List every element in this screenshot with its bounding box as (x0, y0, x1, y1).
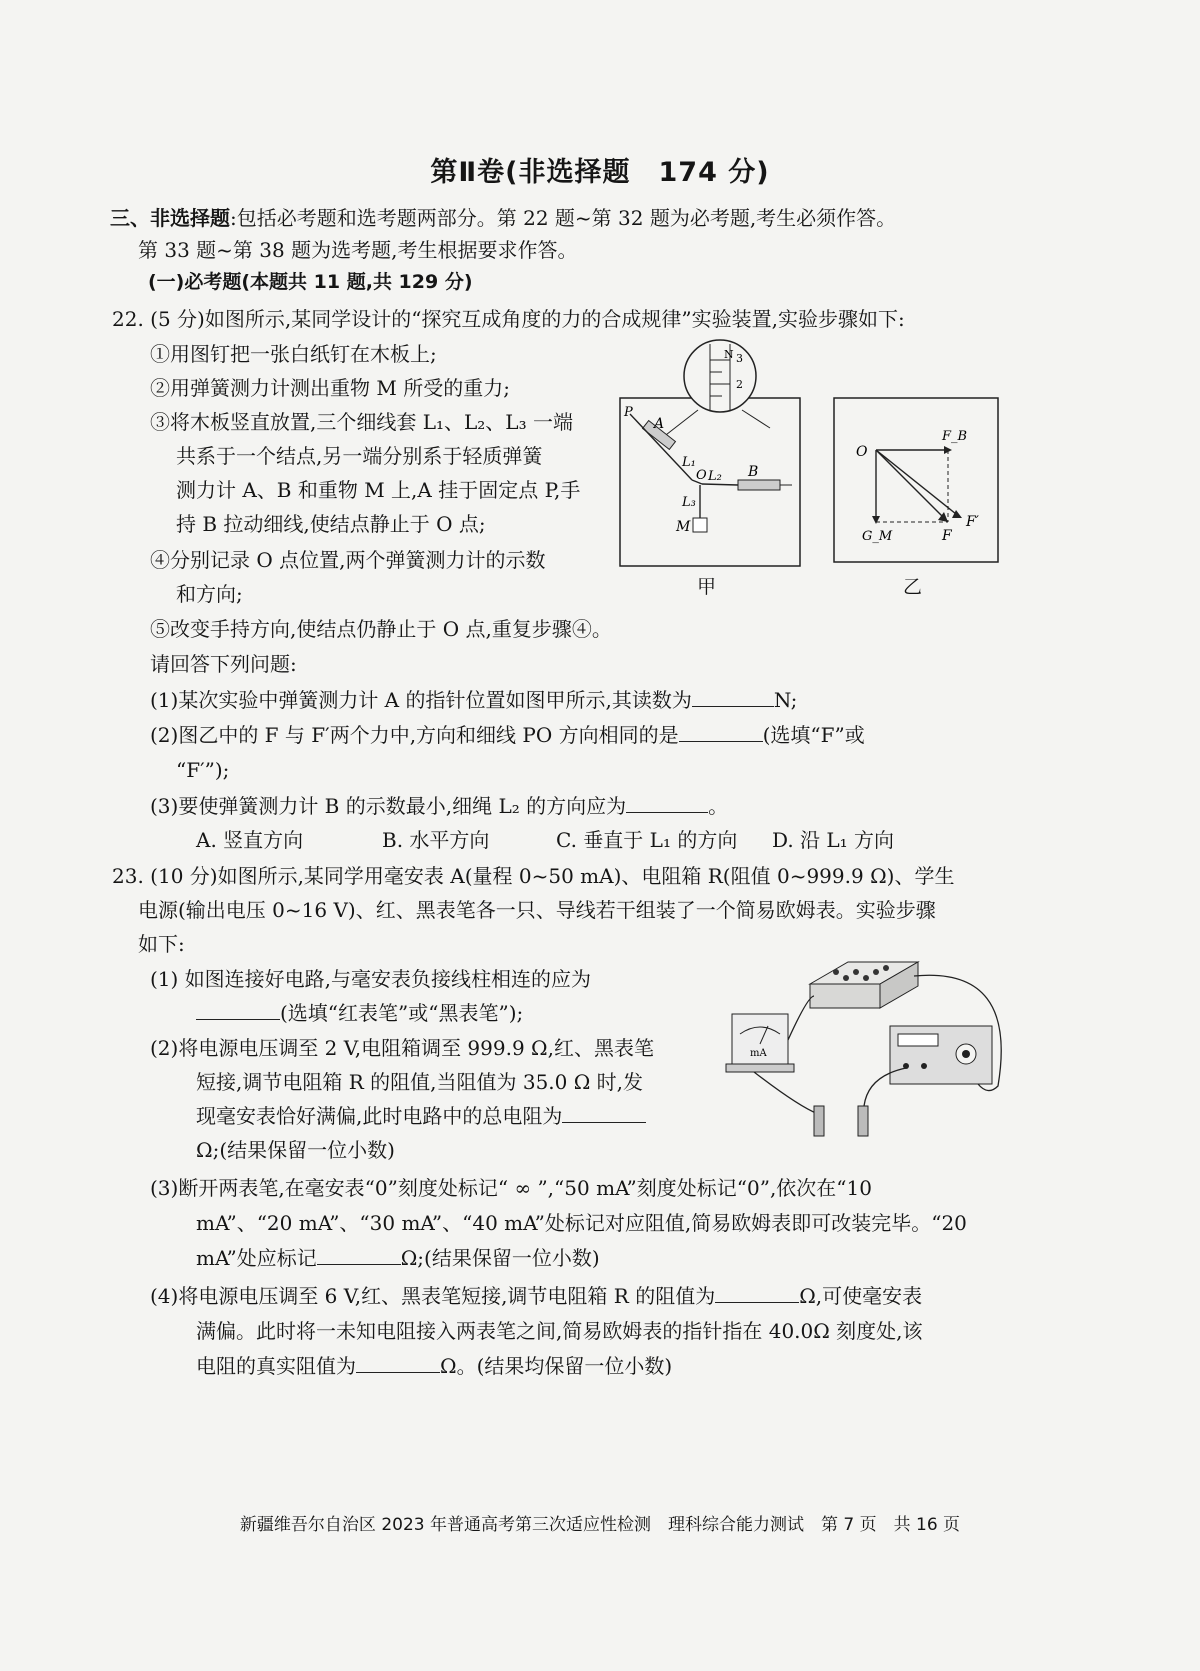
q23-s3d-text: Ω;(结果保留一位小数) (400, 1246, 600, 1270)
q23-s4d (196, 1352, 672, 1380)
q22-sub2-text: (2)图乙中的 F 与 F′两个力中,方向和细线 PO 方向相同的是 (150, 723, 679, 747)
answer-blank[interactable] (317, 1244, 401, 1265)
label-p: P (624, 405, 633, 420)
label-l1: L₁ (682, 455, 696, 470)
label-b: B (748, 464, 759, 480)
q23-s3b: mA”、“20 mA”、“30 mA”、“40 mA”处标记对应阻值,简易欧姆表即可改装完毕。“20 (196, 1211, 967, 1235)
scale-mark-2: 2 (736, 378, 743, 391)
q22-sub2-cont: “F′”); (176, 758, 230, 782)
q22-step5: ⑤改变手持方向,使结点仍静止于 O 点,重复步骤④。 (150, 617, 612, 641)
q23-stem-2: 电源(输出电压 0~16 V)、红、黑表笔各一只、导线若干组装了一个简易欧姆表。实验步骤 (138, 898, 936, 922)
label-fb: F_B (942, 429, 968, 444)
answer-blank[interactable] (626, 792, 708, 813)
q23-s2c-text: 现毫安表恰好满偏,此时电路中的总电阻为 (196, 1104, 563, 1128)
q23-s4b-text: Ω,可使毫安表 (799, 1284, 923, 1308)
label-o: O (696, 468, 707, 483)
q22-step3a: ③将木板竖直放置,三个细线套 L₁、L₂、L₃ 一端 (150, 410, 573, 434)
q23-s2c (196, 1102, 646, 1130)
q23-stem-1: 23. (10 分)如图所示,某同学用毫安表 A(量程 0~50 mA)、电阻箱 R(阻值 0~999.9 Ω)、学生 (112, 864, 955, 888)
answer-blank[interactable] (196, 999, 280, 1020)
answer-blank[interactable] (692, 686, 774, 707)
q22-step2: ②用弹簧测力计测出重物 M 所受的重力; (150, 376, 510, 400)
q22-sub2 (150, 721, 865, 749)
q22-stem: 22. (5 分)如图所示,某同学设计的“探究互成角度的力的合成规律”实验装置,实验步骤如下: (112, 307, 905, 331)
figure-yi (832, 396, 1012, 566)
label-fprime: F′ (966, 514, 979, 530)
q23-s3a: (3)断开两表笔,在毫安表“0”刻度处标记“ ∞ ”,“50 mA”刻度处标记“0”,依次在“10 (150, 1176, 872, 1200)
label-f: F (942, 528, 952, 544)
q22-step4b: 和方向; (176, 582, 243, 606)
label-o-yi: O (856, 444, 868, 460)
q23-s1a: (1) 如图连接好电路,与毫安表负接线柱相连的应为 (150, 967, 592, 991)
label-m: M (676, 519, 691, 535)
q22-step4a: ④分别记录 O 点位置,两个弹簧测力计的示数 (150, 548, 546, 572)
figure-jia-caption: 甲 (697, 576, 717, 598)
q22-option-b[interactable]: B. 水平方向 (382, 828, 490, 852)
section-intro-text: :包括必考题和选考题两部分。第 22 题~第 32 题为必考题,考生必须作答。 (230, 206, 897, 230)
page-title: 第Ⅱ卷(非选择题 174 分) (430, 157, 770, 188)
q22-prompt: 请回答下列问题: (150, 652, 297, 676)
q22-sub3-text: (3)要使弹簧测力计 B 的示数最小,细绳 L₂ 的方向应为 (150, 794, 627, 818)
scale-mark-3: 3 (736, 352, 743, 365)
q22-step3b: 共系于一个结点,另一端分别系于轻质弹簧 (176, 444, 543, 468)
q23-s4a-text: (4)将电源电压调至 6 V,红、黑表笔短接,调节电阻箱 R 的阻值为 (150, 1284, 716, 1308)
label-l3: L₃ (682, 495, 696, 510)
q22-sub1-unit: N; (773, 688, 798, 712)
q22-sub3-end: 。 (708, 794, 729, 818)
q23-s1b-text: (选填“红表笔”或“黑表笔”); (280, 1001, 524, 1025)
q22-option-d[interactable]: D. 沿 L₁ 方向 (772, 828, 895, 852)
q23-s4e-text: Ω。(结果均保留一位小数) (440, 1354, 673, 1378)
label-gm: G_M (862, 529, 893, 544)
q23-s4a (150, 1282, 922, 1310)
figure-jia (600, 338, 810, 578)
q23-s3c (196, 1244, 600, 1272)
section-intro (110, 204, 896, 232)
answer-blank[interactable] (562, 1102, 646, 1123)
q22-sub1 (150, 686, 797, 714)
q22-option-a[interactable]: A. 竖直方向 (196, 828, 304, 852)
answer-blank[interactable] (679, 721, 763, 742)
q23-s1b (196, 999, 523, 1027)
figure-yi-caption: 乙 (903, 576, 923, 598)
q23-s3c-text: mA”处应标记 (196, 1246, 317, 1270)
q23-s2b: 短接,调节电阻箱 R 的阻值,当阻值为 35.0 Ω 时,发 (196, 1070, 644, 1094)
section-heading: 三、非选择题 (110, 206, 230, 230)
figure-circuit (718, 956, 1028, 1146)
q23-s2a: (2)将电源电压调至 2 V,电阻箱调至 999.9 Ω,红、黑表笔 (150, 1036, 654, 1060)
q23-stem-3: 如下: (138, 932, 185, 956)
label-a: A (654, 416, 665, 432)
q23-s4d-text: 电阻的真实阻值为 (196, 1354, 356, 1378)
q22-sub1-text: (1)某次实验中弹簧测力计 A 的指针位置如图甲所示,其读数为 (150, 688, 692, 712)
q23-s4c: 满偏。此时将一未知电阻接入两表笔之间,简易欧姆表的指针指在 40.0Ω 刻度处,该 (196, 1319, 923, 1343)
section-intro-2: 第 33 题~第 38 题为选考题,考生根据要求作答。 (138, 238, 578, 262)
q22-step3c: 测力计 A、B 和重物 M 上,A 挂于固定点 P,手 (176, 478, 581, 502)
label-l2: L₂ (708, 469, 722, 484)
page-footer: 新疆维吾尔自治区 2023 年普通高考第三次适应性检测 理科综合能力测试 第 7 页 共 16 页 (239, 1515, 961, 1535)
q23-s2d: Ω;(结果保留一位小数) (196, 1138, 395, 1162)
q22-step3d: 持 B 拉动细线,使结点静止于 O 点; (176, 512, 486, 536)
q22-sub3 (150, 792, 728, 820)
q22-option-c[interactable]: C. 垂直于 L₁ 的方向 (556, 828, 738, 852)
meter-label: mA (750, 1048, 767, 1059)
q22-step1: ①用图钉把一张白纸钉在木板上; (150, 342, 437, 366)
answer-blank[interactable] (715, 1282, 799, 1303)
answer-blank[interactable] (356, 1352, 440, 1373)
scale-unit-n: N (724, 348, 734, 361)
required-heading: (一)必考题(本题共 11 题,共 129 分) (148, 271, 473, 293)
q22-sub2-hint: (选填“F”或 (762, 723, 865, 747)
